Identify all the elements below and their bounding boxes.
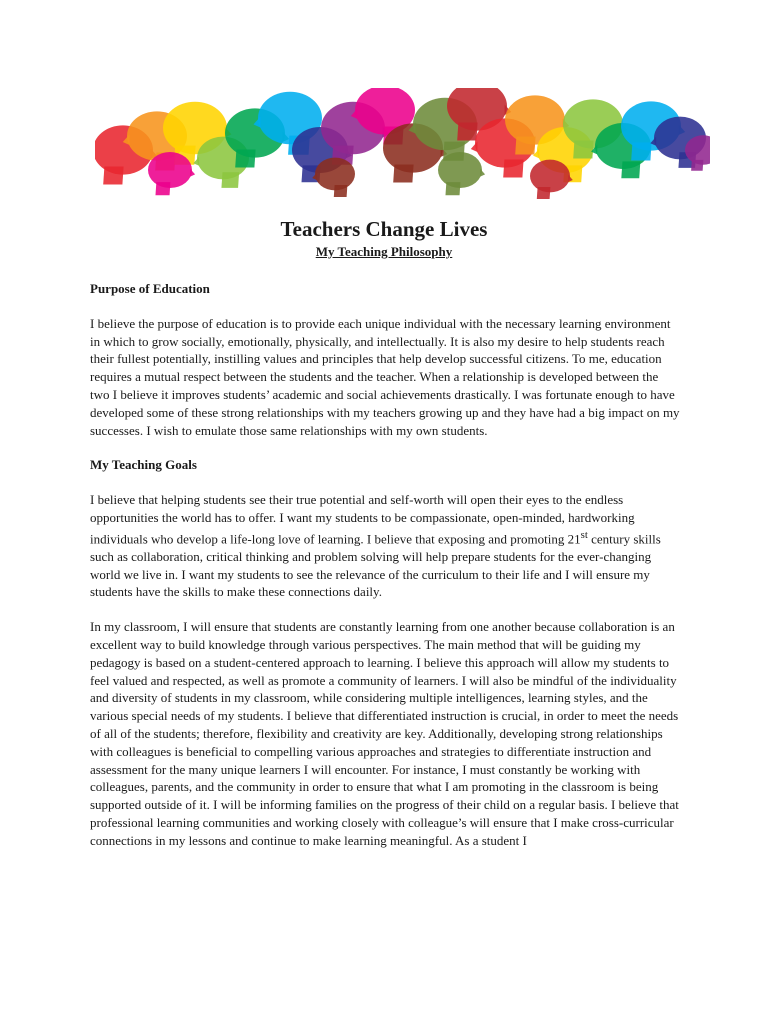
paragraph-goals-1-sup: st	[580, 528, 588, 541]
document-title: Teachers Change Lives	[280, 217, 488, 241]
paragraph-goals-1-after: century skills such as collaboration, critical thinking and problem solving will help prepare students for the ever-changing world we live in. I want my students to see the relevance of the curriculum to their life and I will ensure my students have the skills to make these connections daily.	[90, 531, 661, 600]
paragraph-goals-1	[90, 491, 680, 601]
paragraph-goals-2: In my classroom, I will ensure that students are constantly learning from one another because collaboration is an excellent way to build knowledge through various perspectives. The main method that will be guiding my pedagogy is based on a student-centered approach to learning. I believe this approach will allow my students to feel valued and respected, as well as promote a community of learners. I will also be mindful of the individuality and diversity of students in my classroom, while considering multiple intelligences, learning styles, and the various special needs of my students. I believe that differentiated instruction is crucial, in order to meet the needs of all of the students; therefore, flexibility and creativity are key. Additionally, developing strong relationships with colleagues is beneficial to compelling various approaches and strategies to differentiate instruction and assessment for the many unique learners I will encounter. For instance, I must constantly be working with colleagues, parents, and the community in order to ensure that what I am promoting in the classroom is being supported outside of it. I will be informing families on the progress of their child on a regular basis. I believe that professional learning communities and working closely with colleague’s will ensure that I make cross-curricular connections in my lessons and continue to make learning meaningful. As a student I	[90, 619, 679, 848]
speech-bubble-heads-icon	[95, 88, 710, 200]
speech-heads-banner	[95, 88, 710, 200]
section-heading-goals: My Teaching Goals	[90, 457, 197, 473]
document-body	[90, 280, 680, 867]
section-heading-purpose: Purpose of Education	[90, 281, 210, 296]
paragraph-purpose: I believe the purpose of education is to provide each unique individual with the necessary learning environment in which to grow socially, emotionally, physically, and intellectually. It is also my desire to help students reach their fullest potentially, instilling values and principles that help develop successful citizens. To me, education requires a mutual respect between the students and the teacher. When a relationship is developed between the two I believe it improves students’ academic and social achievements drastically. I was fortunate enough to have developed some of these strong relationships with my teachers growing up and they have had a big impact on my successes. I wish to emulate those same relationships with my own students.	[90, 315, 680, 438]
document-subtitle: My Teaching Philosophy	[315, 244, 453, 259]
paragraph-goals-1-before: I believe that helping students see their true potential and self-worth will open their eyes to the endless opportunities the world has to offer. I want my students to be compassionate, open-minded, hardworking individuals who develop a life-long love of learning. I believe that exposing and promoting 21	[90, 492, 635, 547]
speech-head-icon	[438, 152, 485, 195]
